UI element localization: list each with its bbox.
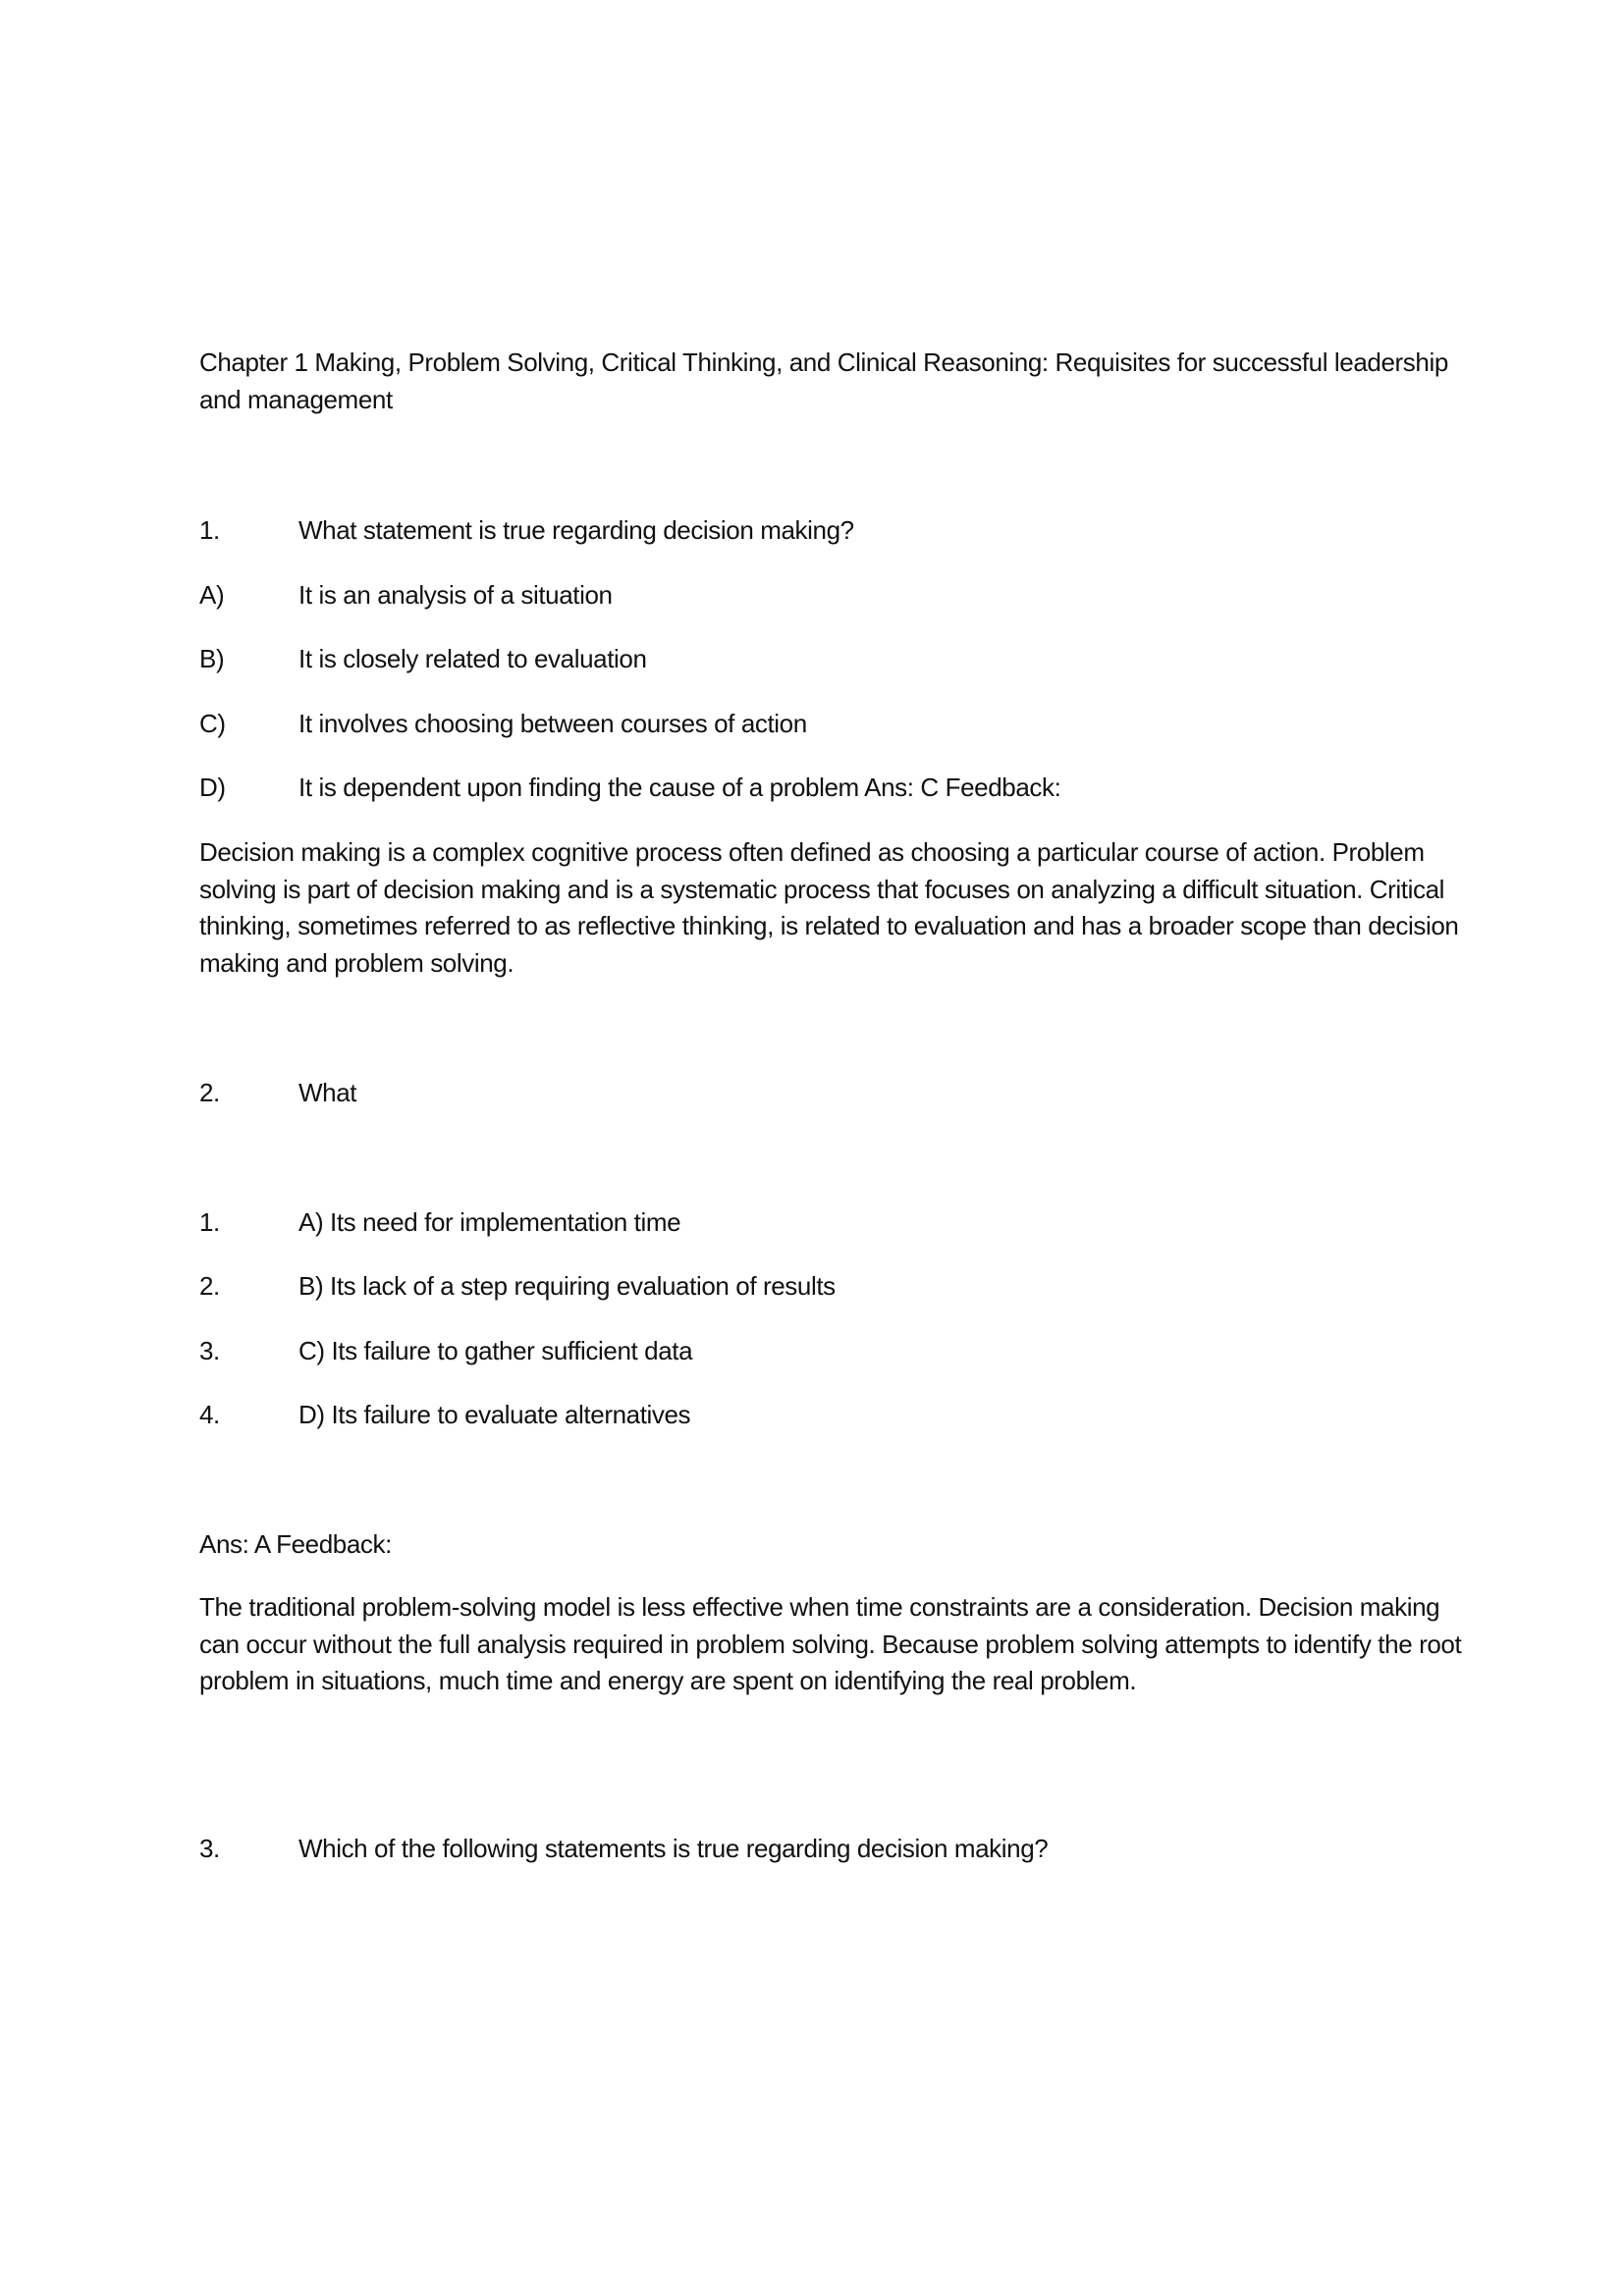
option-text: C) Its failure to gather sufficient data	[298, 1336, 693, 1365]
list-item	[0, 1396, 1624, 1433]
list-item	[0, 1267, 1624, 1305]
feedback-1: Decision making is a complex cognitive process often defined as choosing a particular course of action. Problem solving is part of decision making and is a systematic process that focuses on analyzing a difficult situation. Critical thinking, sometimes referred to as reflective thinking, is related to evaluation and has a broader scope than decision making and problem solving.	[199, 837, 1459, 978]
option-text: It is closely related to evaluation	[298, 644, 647, 673]
option-label: B)	[199, 644, 225, 673]
question-number: 1.	[199, 515, 220, 545]
question-text: What statement is true regarding decision making?	[298, 515, 854, 545]
option-c	[0, 705, 1624, 742]
list-item	[0, 1203, 1624, 1241]
question-1	[0, 511, 1624, 549]
question-3	[0, 1830, 1624, 1867]
option-label: 4.	[199, 1400, 220, 1429]
option-label: 3.	[199, 1336, 220, 1365]
feedback-2: The traditional problem-solving model is less effective when time constraints are a consideration. Decision making can occur without the full analysis required in problem solving. Because problem solving attempts to identify the root problem in situations, much time and energy are spent on identifying the real problem.	[199, 1592, 1462, 1696]
question-number: 2.	[199, 1078, 220, 1107]
option-label: A)	[199, 580, 225, 610]
question-text: What	[298, 1078, 357, 1107]
option-label: D)	[199, 773, 226, 802]
option-label: C)	[199, 709, 226, 738]
question-2	[0, 1074, 1624, 1111]
option-text: A) Its need for implementation time	[298, 1207, 681, 1237]
option-label: 2.	[199, 1271, 220, 1301]
option-text: D) Its failure to evaluate alternatives	[298, 1400, 691, 1429]
option-text: It is an analysis of a situation	[298, 580, 613, 610]
question-number: 3.	[199, 1834, 220, 1863]
option-b	[0, 640, 1624, 677]
answer-2: Ans: A Feedback:	[199, 1529, 392, 1559]
option-text: It involves choosing between courses of action	[298, 709, 807, 738]
option-label: 1.	[199, 1207, 220, 1237]
chapter-title: Chapter 1 Making, Problem Solving, Critical Thinking, and Clinical Reasoning: Requisites for successful leadership and management	[199, 347, 1448, 414]
list-item	[0, 1332, 1624, 1369]
question-text: Which of the following statements is true regarding decision making?	[298, 1834, 1049, 1863]
option-text: It is dependent upon finding the cause of a problem Ans: C Feedback:	[298, 773, 1061, 802]
option-text: B) Its lack of a step requiring evaluation of results	[298, 1271, 836, 1301]
option-d	[0, 769, 1624, 806]
option-a	[0, 576, 1624, 614]
